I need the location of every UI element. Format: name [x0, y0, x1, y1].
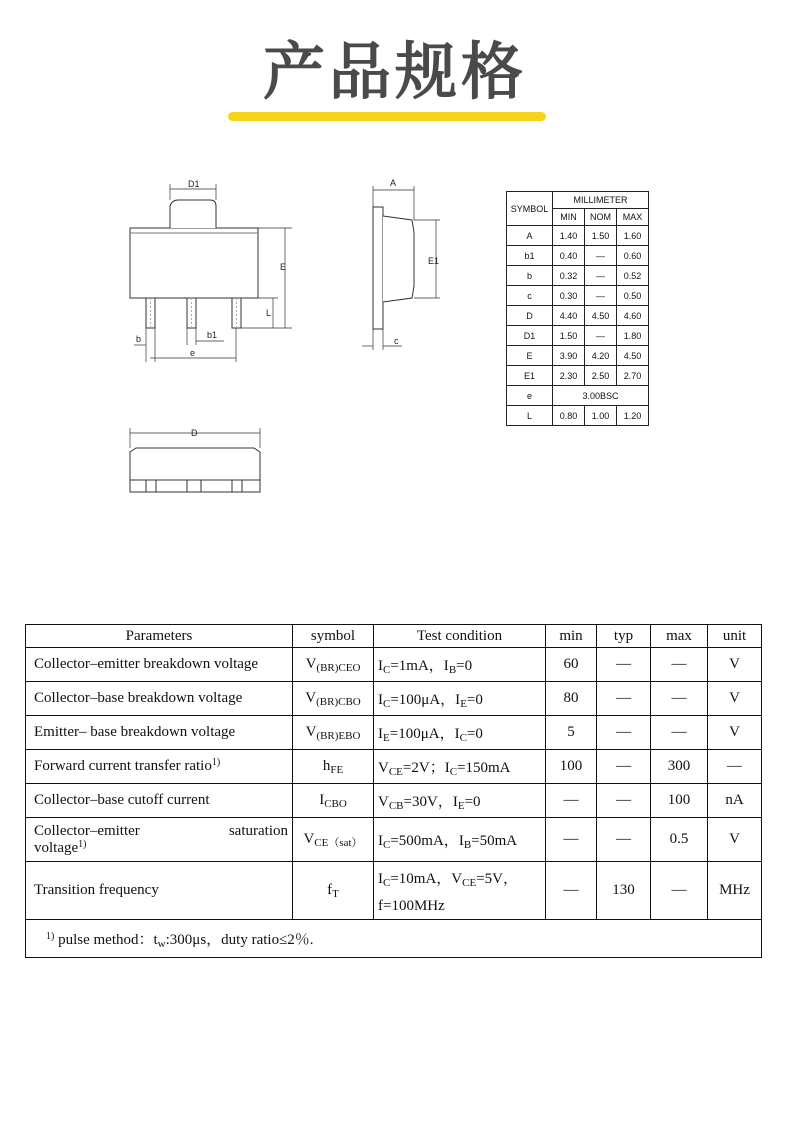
footnote-subscript: w — [157, 938, 166, 950]
dimension-symbol: b1 — [507, 246, 553, 266]
symbol-subscript: FE — [330, 764, 344, 776]
condition-subscript: CE — [462, 876, 477, 889]
footnote-ref: 1) — [78, 838, 87, 850]
parameter-name-part: saturation — [228, 822, 288, 839]
condition-text: f=100MHz — [378, 897, 445, 914]
symbol-main: f — [327, 882, 333, 898]
dimension-nom: 4.20 — [585, 346, 617, 366]
symbol-main: V — [305, 690, 317, 706]
dimension-symbol: E1 — [507, 366, 553, 386]
dimension-row — [507, 226, 649, 246]
condition-subscript: B — [463, 839, 472, 851]
typ-cell: — — [597, 716, 651, 750]
dimension-nom: — — [585, 266, 617, 286]
spec-row — [26, 818, 762, 862]
parameter-cell — [26, 716, 293, 750]
symbol-cell — [293, 648, 374, 682]
spec-header: unit — [708, 625, 762, 648]
unit-cell: V — [708, 648, 762, 682]
label-b: b — [136, 334, 142, 344]
dimension-max: 0.52 — [617, 266, 649, 286]
dimension-span-value: 3.00BSC — [553, 386, 649, 406]
typ-cell: 130 — [597, 862, 651, 920]
dimension-max: 1.60 — [617, 226, 649, 246]
dimension-max: 2.70 — [617, 366, 649, 386]
condition-cell: $V_{CE}=2V$；$I_C=150mA$ — [374, 750, 546, 784]
condition-cell: $V_{CB}=30V$，$I_E=0$ — [374, 784, 546, 818]
parameter-name-part: voltage — [34, 839, 79, 856]
spec-header: max — [651, 625, 708, 648]
symbol-cell — [293, 716, 374, 750]
parameter-name: Transition frequency — [34, 882, 159, 898]
symbol-main: V — [305, 656, 317, 672]
typ-cell: — — [597, 750, 651, 784]
dimension-min: 1.40 — [553, 226, 585, 246]
page-title: 产品规格 — [262, 35, 527, 108]
dimension-symbol: D1 — [507, 326, 553, 346]
dimension-max: 0.50 — [617, 286, 649, 306]
dimension-nom: — — [585, 326, 617, 346]
footnote-text: :300μs，duty ratio≤2％. — [165, 932, 314, 948]
dimension-nom: — — [585, 286, 617, 306]
max-header: MAX — [617, 209, 649, 226]
parameter-name: Collector–base breakdown voltage — [34, 690, 243, 706]
min-cell: 80 — [546, 682, 597, 716]
typ-cell: — — [597, 784, 651, 818]
dimension-row — [507, 266, 649, 286]
dimension-row — [507, 406, 649, 426]
parameter-cell — [26, 784, 293, 818]
max-cell: — — [651, 862, 708, 920]
label-d: D — [191, 428, 198, 438]
dimension-min: 0.40 — [553, 246, 585, 266]
min-header: MIN — [553, 209, 585, 226]
parameter-name: Emitter– base breakdown voltage — [34, 724, 236, 740]
dimension-max: 1.20 — [617, 406, 649, 426]
label-e: E — [280, 262, 287, 272]
parameter-name: Collector–base cutoff current — [34, 792, 210, 808]
dimension-symbol: D — [507, 306, 553, 326]
millimeter-header: MILLIMETER — [553, 192, 649, 209]
package-drawing — [0, 0, 790, 520]
symbol-cell — [293, 750, 374, 784]
unit-cell: V — [708, 682, 762, 716]
condition-cell — [374, 862, 546, 920]
dimension-max: 4.50 — [617, 346, 649, 366]
max-cell: — — [651, 648, 708, 682]
min-cell: — — [546, 862, 597, 920]
max-cell: 300 — [651, 750, 708, 784]
dimension-row — [507, 386, 649, 406]
condition-cell: $I_C=100\mu A$，$I_E=0$ — [374, 682, 546, 716]
dimension-symbol: c — [507, 286, 553, 306]
dimension-symbol: A — [507, 226, 553, 246]
dimension-max: 0.60 — [617, 246, 649, 266]
dimension-table — [506, 191, 649, 426]
min-cell: 100 — [546, 750, 597, 784]
dimension-symbol: E — [507, 346, 553, 366]
condition-text: =500mA， — [390, 833, 459, 849]
dimension-min: 0.30 — [553, 286, 585, 306]
dimension-symbol: e — [507, 386, 553, 406]
max-cell: 100 — [651, 784, 708, 818]
condition-text: I — [458, 833, 464, 849]
symbol-subscript: (BR)CBO — [316, 696, 361, 708]
footnote-cell — [26, 920, 762, 958]
condition-subscript: C — [383, 876, 391, 889]
condition-cell: $I_C=1mA$，$I_B=0$ — [374, 648, 546, 682]
min-cell: — — [546, 818, 597, 862]
dimension-max: 4.60 — [617, 306, 649, 326]
spec-header: typ — [597, 625, 651, 648]
parameter-cell — [26, 682, 293, 716]
parameter-cell — [26, 818, 293, 862]
parameter-line — [34, 823, 288, 840]
spec-header: Test condition — [374, 625, 546, 648]
dimension-symbol: b — [507, 266, 553, 286]
dimension-min: 0.80 — [553, 406, 585, 426]
typ-cell: — — [597, 682, 651, 716]
spec-row — [26, 682, 762, 716]
parameter-cell — [26, 648, 293, 682]
condition-line — [378, 898, 541, 915]
spec-header: Parameters — [26, 625, 293, 648]
nom-header: NOM — [585, 209, 617, 226]
typ-cell: — — [597, 818, 651, 862]
dimension-nom: 2.50 — [585, 366, 617, 386]
condition-cell — [374, 818, 546, 862]
condition-cell: $I_E=100\mu A$，$I_C=0$ — [374, 716, 546, 750]
unit-cell: — — [708, 750, 762, 784]
dimension-row — [507, 306, 649, 326]
dimension-max: 1.80 — [617, 326, 649, 346]
dimension-min: 1.50 — [553, 326, 585, 346]
dimension-nom: 4.50 — [585, 306, 617, 326]
condition-line — [378, 867, 541, 888]
unit-cell: V — [708, 716, 762, 750]
min-cell: 5 — [546, 716, 597, 750]
footnote-text: pulse method：t — [54, 932, 158, 948]
label-a: A — [390, 178, 397, 188]
dimension-row — [507, 366, 649, 386]
dimension-nom: 1.00 — [585, 406, 617, 426]
condition-subscript: C — [383, 839, 391, 851]
spec-row — [26, 648, 762, 682]
symbol-subscript: (BR)EBO — [316, 730, 361, 742]
max-cell: — — [651, 716, 708, 750]
symbol-subscript: CE（sat） — [314, 837, 363, 849]
spec-header: min — [546, 625, 597, 648]
parameter-cell — [26, 862, 293, 920]
condition-text: =50mA — [471, 833, 518, 849]
dimension-min: 2.30 — [553, 366, 585, 386]
label-d1: D1 — [188, 179, 200, 189]
min-cell: — — [546, 784, 597, 818]
label-b1: b1 — [207, 330, 218, 340]
condition-text: I — [378, 833, 383, 849]
condition-text: =5V， — [476, 870, 518, 887]
dimension-row — [507, 346, 649, 366]
symbol-main: I — [319, 792, 325, 808]
label-e1: E1 — [428, 256, 440, 266]
min-cell: 60 — [546, 648, 597, 682]
label-l: L — [266, 308, 272, 318]
symbol-subscript: CBO — [324, 798, 347, 810]
symbol-header: SYMBOL — [507, 192, 553, 226]
electrical-spec-table — [25, 624, 762, 958]
condition-text: I — [378, 870, 383, 887]
symbol-main: V — [303, 831, 315, 847]
symbol-cell — [293, 818, 374, 862]
max-cell: 0.5 — [651, 818, 708, 862]
dimension-nom: — — [585, 246, 617, 266]
parameter-cell — [26, 750, 293, 784]
symbol-main: V — [305, 724, 317, 740]
spec-row — [26, 750, 762, 784]
label-c: c — [394, 336, 399, 346]
symbol-cell — [293, 784, 374, 818]
unit-cell: nA — [708, 784, 762, 818]
dimension-row — [507, 286, 649, 306]
dimension-symbol: L — [507, 406, 553, 426]
spec-row — [26, 784, 762, 818]
dimension-row — [507, 326, 649, 346]
label-e-pitch: e — [190, 348, 196, 358]
typ-cell: — — [597, 648, 651, 682]
symbol-cell — [293, 862, 374, 920]
max-cell: — — [651, 682, 708, 716]
unit-cell: V — [708, 818, 762, 862]
symbol-subscript: T — [332, 888, 339, 900]
dimension-min: 4.40 — [553, 306, 585, 326]
spec-row — [26, 716, 762, 750]
footnote-marker: 1) — [46, 931, 55, 942]
dimension-min: 0.32 — [553, 266, 585, 286]
dimension-min: 3.90 — [553, 346, 585, 366]
dimension-nom: 1.50 — [585, 226, 617, 246]
parameter-name: Forward current transfer ratio — [34, 758, 212, 774]
symbol-cell — [293, 682, 374, 716]
footnote-ref: 1) — [211, 757, 221, 768]
symbol-main: h — [322, 758, 331, 774]
parameter-name: Collector–emitter breakdown voltage — [34, 656, 259, 672]
dimension-row — [507, 246, 649, 266]
spec-row — [26, 862, 762, 920]
parameter-name-part: Collector–emitter — [34, 822, 140, 839]
footnote-row — [26, 920, 762, 958]
symbol-subscript: (BR)CEO — [316, 662, 361, 674]
spec-header: symbol — [293, 625, 374, 648]
unit-cell: MHz — [708, 862, 762, 920]
condition-text: =10mA，V — [390, 870, 463, 887]
parameter-line — [34, 840, 288, 857]
